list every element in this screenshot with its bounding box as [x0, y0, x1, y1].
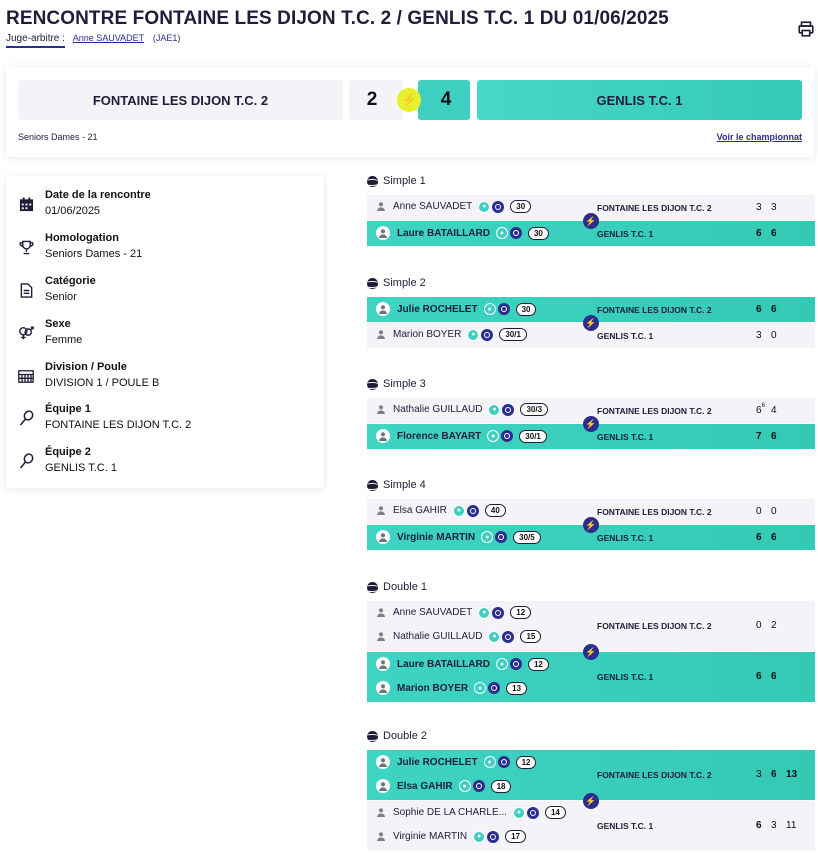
- ranking-badge: 30/1: [499, 328, 527, 341]
- info-item: [18, 360, 159, 390]
- set-score: 3: [771, 201, 777, 213]
- team2-score: 4: [418, 80, 470, 120]
- player-name[interactable]: Sophie DE LA CHARLE...: [393, 807, 507, 818]
- set-scores: [756, 402, 786, 416]
- set-score: 6: [756, 303, 762, 315]
- ranking-badge: 30/3: [520, 403, 548, 416]
- set-score: 6: [756, 671, 762, 682]
- judge-info: [6, 33, 180, 44]
- set-score: 3: [756, 329, 762, 341]
- info-value: Senior: [45, 291, 77, 303]
- lightning-icon: ⚡: [583, 517, 599, 533]
- set-score: 0: [771, 329, 777, 341]
- info-label: Homologation: [45, 232, 119, 244]
- player-name[interactable]: Marion BOYER: [393, 329, 462, 340]
- federation-icon: [510, 227, 522, 239]
- tennis-ball-icon: [367, 278, 378, 289]
- set-scores: [756, 769, 801, 780]
- club-name: GENLIS T.C. 1: [597, 532, 654, 543]
- player: [376, 630, 541, 643]
- info-label: Division / Poule: [45, 361, 127, 373]
- player: [376, 429, 547, 443]
- set-score: 6: [771, 531, 777, 543]
- lightning-icon: ⚡: [583, 793, 599, 809]
- info-item: [18, 188, 151, 218]
- set-scores: [756, 820, 801, 831]
- club-name: FONTAINE LES DIJON T.C. 2: [597, 770, 712, 780]
- info-value: GENLIS T.C. 1: [45, 462, 117, 474]
- info-item: [18, 231, 142, 261]
- club-name: FONTAINE LES DIJON T.C. 2: [597, 304, 712, 315]
- set-scores: [756, 228, 786, 239]
- user-icon: [376, 657, 390, 671]
- calendar-icon: [18, 196, 34, 212]
- club-name: FONTAINE LES DIJON T.C. 2: [597, 202, 712, 213]
- player: [376, 403, 548, 416]
- info-value: FONTAINE LES DIJON T.C. 2: [45, 419, 192, 431]
- set-scores: [756, 304, 786, 315]
- set-scores: [756, 671, 786, 682]
- user-icon: [376, 330, 386, 340]
- user-icon: [376, 808, 386, 818]
- player: [376, 657, 549, 671]
- set-scores: [756, 620, 786, 631]
- player: [376, 779, 511, 793]
- player-name[interactable]: Elsa GAHIR: [397, 780, 453, 792]
- set-score: 6: [771, 303, 777, 315]
- printer-icon[interactable]: [797, 20, 815, 38]
- tennis-icon: ●: [453, 505, 465, 517]
- tennis-ball-icon: [367, 731, 378, 742]
- set-score: 4: [771, 404, 777, 416]
- club-name: FONTAINE LES DIJON T.C. 2: [597, 621, 712, 631]
- player: [376, 606, 531, 619]
- player: [376, 681, 527, 695]
- set-score: 0: [756, 505, 762, 517]
- set-score: 3: [771, 820, 777, 831]
- federation-icon: [487, 831, 499, 843]
- info-value: Seniors Dames - 21: [45, 248, 143, 260]
- tennis-icon: ●: [496, 658, 508, 670]
- tennis-icon: ●: [496, 227, 508, 239]
- match-title: Double 2: [367, 730, 427, 742]
- player-name[interactable]: Virginie MARTIN: [393, 831, 468, 842]
- info-label: Sexe: [45, 318, 71, 330]
- tennis-icon: ●: [467, 329, 479, 341]
- team2-name: GENLIS T.C. 1: [477, 80, 802, 120]
- match-title: Simple 2: [367, 277, 426, 289]
- set-scores: [756, 506, 786, 517]
- player-name[interactable]: Florence BAYART: [397, 430, 482, 442]
- info-panel: [6, 176, 324, 488]
- tennis-icon: ●: [478, 201, 490, 213]
- lightning-icon: ⚡: [397, 88, 421, 112]
- user-icon: [376, 608, 386, 618]
- club-name: GENLIS T.C. 1: [597, 821, 654, 831]
- ranking-badge: 30: [528, 227, 549, 240]
- racket-icon: [18, 453, 34, 469]
- info-label: Équipe 1: [45, 403, 91, 415]
- set-scores: [756, 431, 786, 442]
- set-score: 6: [756, 227, 762, 239]
- ranking-badge: 12: [528, 658, 549, 671]
- category-label: Seniors Dames - 21: [18, 132, 98, 142]
- user-icon: [376, 405, 386, 415]
- ranking-badge: 14: [545, 806, 566, 819]
- tennis-ball-icon: [367, 379, 378, 390]
- tennis-icon: ●: [459, 780, 471, 792]
- team1-score: 2: [349, 80, 403, 120]
- set-scores: [756, 330, 786, 341]
- user-icon: [376, 632, 386, 642]
- set-score: 2: [771, 620, 777, 631]
- player: [376, 830, 526, 843]
- tennis-icon: ●: [484, 303, 496, 315]
- info-value: 01/06/2025: [45, 205, 101, 217]
- championship-link[interactable]: Voir le championnat: [716, 132, 802, 142]
- ranking-badge: 30: [510, 200, 531, 213]
- ranking-badge: 17: [505, 830, 526, 843]
- info-label: Équipe 2: [45, 446, 91, 458]
- tennis-icon: ●: [488, 631, 500, 643]
- tennis-icon: ●: [513, 807, 525, 819]
- federation-icon: [488, 682, 500, 694]
- set-score: 11: [786, 820, 797, 831]
- tennis-icon: ●: [473, 831, 485, 843]
- set-score: 6: [756, 820, 762, 831]
- ranking-badge: 18: [491, 780, 512, 793]
- tennis-icon: ●: [478, 607, 490, 619]
- tennis-icon: ●: [484, 756, 496, 768]
- federation-icon: [492, 607, 504, 619]
- ranking-badge: 30/1: [519, 430, 547, 443]
- club-name: FONTAINE LES DIJON T.C. 2: [597, 405, 712, 416]
- lightning-icon: ⚡: [583, 644, 599, 660]
- federation-icon: [492, 201, 504, 213]
- federation-icon: [501, 430, 513, 442]
- tennis-ball-icon: [367, 176, 378, 187]
- set-score: 3: [756, 201, 762, 213]
- set-score: 6: [771, 769, 777, 780]
- set-score: 6: [756, 531, 762, 543]
- player: [376, 302, 536, 316]
- federation-icon: [467, 505, 479, 517]
- federation-icon: [498, 303, 510, 315]
- lightning-icon: ⚡: [583, 315, 599, 331]
- set-score: 6: [771, 671, 777, 682]
- judge-label: Juge-arbitre :: [6, 33, 65, 48]
- user-icon: [376, 779, 390, 793]
- player-name[interactable]: Virginie MARTIN: [397, 531, 476, 543]
- club-name: FONTAINE LES DIJON T.C. 2: [597, 506, 712, 517]
- tennis-icon: ●: [481, 531, 493, 543]
- club-name: GENLIS T.C. 1: [597, 431, 654, 442]
- federation-icon: [495, 531, 507, 543]
- set-score: 3: [756, 769, 762, 780]
- team1-name: FONTAINE LES DIJON T.C. 2: [18, 80, 343, 120]
- user-icon: [376, 429, 390, 443]
- judge-code: (JAE1): [152, 33, 181, 43]
- info-item: [18, 317, 82, 347]
- user-icon: [376, 530, 390, 544]
- info-value: DIVISION 1 / POULE B: [45, 377, 160, 389]
- tennis-icon: ●: [488, 404, 500, 416]
- player: [376, 200, 531, 213]
- user-icon: [376, 202, 386, 212]
- page-title: RENCONTRE FONTAINE LES DIJON T.C. 2 / GENLIS T.C. 1 DU 01/06/2025: [6, 8, 669, 29]
- info-item: [18, 274, 96, 304]
- document-icon: [18, 282, 34, 298]
- ranking-badge: 12: [516, 756, 537, 769]
- ranking-badge: 40: [485, 504, 506, 517]
- judge-name-link[interactable]: Anne SAUVADET: [72, 33, 145, 43]
- user-icon: [376, 506, 386, 516]
- player: [376, 226, 549, 240]
- set-score: 0: [771, 505, 777, 517]
- info-item: [18, 402, 191, 432]
- player-name[interactable]: Anne SAUVADET: [393, 607, 473, 618]
- score-card: [6, 67, 814, 157]
- lightning-icon: ⚡: [583, 213, 599, 229]
- trophy-icon: [18, 239, 34, 255]
- match-title: Simple 3: [367, 378, 426, 390]
- user-icon: [376, 681, 390, 695]
- lightning-icon: ⚡: [583, 416, 599, 432]
- player-name[interactable]: Nathalie GUILLAUD: [393, 404, 483, 415]
- user-icon: [376, 302, 390, 316]
- match-title: Simple 4: [367, 479, 426, 491]
- gender-icon: [18, 325, 34, 341]
- player: [376, 504, 506, 517]
- federation-icon: [510, 658, 522, 670]
- user-icon: [376, 755, 390, 769]
- set-score: 13: [786, 769, 798, 780]
- ranking-badge: 15: [520, 630, 541, 643]
- info-item: [18, 445, 117, 475]
- tennis-icon: ●: [474, 682, 486, 694]
- grid-icon: [18, 368, 34, 384]
- ranking-badge: 12: [510, 606, 531, 619]
- set-score: 7: [756, 430, 762, 442]
- federation-icon: [502, 404, 514, 416]
- ranking-badge: 30: [516, 303, 537, 316]
- info-label: Catégorie: [45, 275, 96, 287]
- player: [376, 530, 541, 544]
- tiebreak-score: 6: [761, 402, 765, 409]
- player-name[interactable]: Julie ROCHELET: [397, 303, 478, 315]
- federation-icon: [498, 756, 510, 768]
- club-name: GENLIS T.C. 1: [597, 228, 654, 239]
- player: [376, 806, 566, 819]
- ranking-badge: 13: [506, 682, 527, 695]
- player-name[interactable]: Elsa GAHIR: [393, 505, 447, 516]
- set-score: 6: [771, 430, 777, 442]
- club-name: GENLIS T.C. 1: [597, 330, 654, 341]
- player-name[interactable]: Laure BATAILLARD: [397, 658, 490, 670]
- player: [376, 755, 536, 769]
- match-title: Double 1: [367, 581, 427, 593]
- player-name[interactable]: Marion BOYER: [397, 682, 469, 694]
- user-icon: [376, 832, 386, 842]
- set-score: $6^6$: [756, 402, 765, 416]
- federation-icon: [473, 780, 485, 792]
- federation-icon: [481, 329, 493, 341]
- player-name[interactable]: Julie ROCHELET: [397, 756, 478, 768]
- set-scores: [756, 532, 786, 543]
- info-value: Femme: [45, 334, 83, 346]
- tennis-icon: ●: [487, 430, 499, 442]
- club-name: GENLIS T.C. 1: [597, 672, 654, 682]
- tennis-ball-icon: [367, 480, 378, 491]
- tennis-ball-icon: [367, 582, 378, 593]
- player: [376, 328, 527, 341]
- player-name[interactable]: Anne SAUVADET: [393, 201, 473, 212]
- player-name[interactable]: Nathalie GUILLAUD: [393, 631, 483, 642]
- ranking-badge: 30/5: [513, 531, 541, 544]
- match-title: Simple 1: [367, 175, 426, 187]
- federation-icon: [527, 807, 539, 819]
- racket-icon: [18, 410, 34, 426]
- set-scores: [756, 202, 786, 213]
- federation-icon: [502, 631, 514, 643]
- set-score: 6: [771, 227, 777, 239]
- set-score: 0: [756, 620, 762, 631]
- player-name[interactable]: Laure BATAILLARD: [397, 227, 490, 239]
- user-icon: [376, 226, 390, 240]
- info-label: Date de la rencontre: [45, 189, 151, 201]
